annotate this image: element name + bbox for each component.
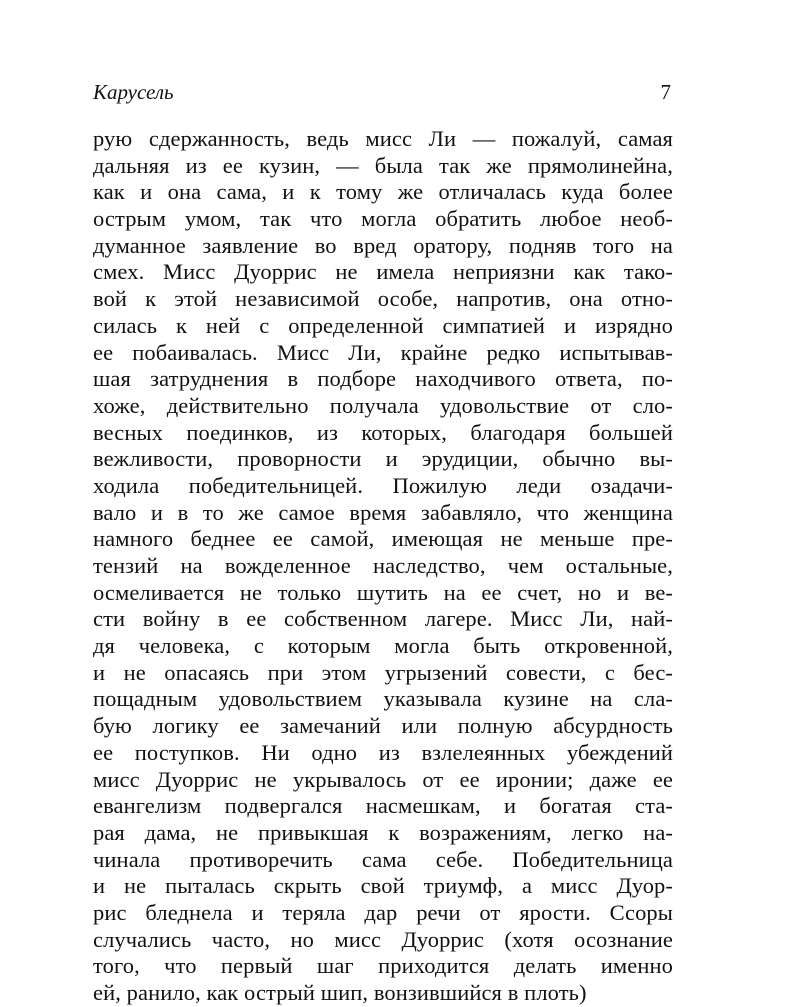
text-line: бую логику ее замечаний или полную абсурдность <box>93 713 673 739</box>
running-header <box>93 80 675 108</box>
text-line: ей, ранило, как острый шип, вонзившийся в плоть) <box>93 980 587 1005</box>
text-line: весных поединков, из которых, благодаря большей <box>93 419 673 445</box>
text-line: острым умом, так что могла обратить любое необ- <box>93 206 673 232</box>
text-line: ходила победительницей. Пожилую леди озадачи- <box>93 472 673 498</box>
text-line: вой к этой независимой особе, напротив, она отно- <box>93 286 673 312</box>
text-line: рую сдержанность, ведь мисс Ли — пожалуй, самая <box>93 126 673 151</box>
text-line: мисс Дуоррис не укрывалось от ее иронии; даже ее <box>93 766 673 792</box>
text-line: силась к ней с определенной симпатией и изрядно <box>93 312 673 338</box>
text-line: рая дама, не привыкшая к возражениям, легко на- <box>93 819 673 845</box>
text-line: осмеливается не только шутить на ее счет, но и ве- <box>93 579 673 605</box>
text-line: евангелизм подвергался насмешкам, и богатая ста- <box>93 793 673 819</box>
text-line: того, что первый шаг приходится делать именно <box>93 953 673 979</box>
text-line: дальняя из ее кузин, — была так же прямолинейна, <box>93 152 673 178</box>
text-line: хоже, действительно получала удовольствие от сло- <box>93 392 673 418</box>
text-line: смех. Мисс Дуоррис не имела неприязни как тако- <box>93 259 673 285</box>
text-line: пощадным удовольствием указывала кузине на сла- <box>93 686 673 712</box>
text-line: дя человека, с которым могла быть откровенной, <box>93 633 673 659</box>
text-line: шая затруднения в подборе находчивого ответа, по- <box>93 366 673 392</box>
body-text <box>93 126 673 1007</box>
text-line: чинала противоречить сама себе. Победительница <box>93 846 673 872</box>
text-line: тензий на вожделенное наследство, чем остальные, <box>93 553 673 578</box>
text-line: рис бледнела и теряла дар речи от ярости. Ссоры <box>93 899 673 925</box>
running-title: Карусель <box>93 80 174 104</box>
text-line: и не пыталась скрыть свой триумф, а мисс Дуор- <box>93 873 673 899</box>
text-line: сти войну в ее собственном лагере. Мисс Ли, най- <box>93 606 673 632</box>
text-line: думанное заявление во вред оратору, подняв того на <box>93 232 673 258</box>
text-line: случались часто, но мисс Дуоррис (хотя осознание <box>93 926 673 952</box>
page-number: 7 <box>660 80 671 104</box>
text-line: как и она сама, и к тому же отличалась куда более <box>93 179 673 205</box>
text-line: вало и в то же самое время забавляло, что женщина <box>93 499 673 525</box>
text-line: намного беднее ее самой, имеющая не меньше пре- <box>93 526 673 552</box>
text-line: вежливости, проворности и эрудиции, обычно вы- <box>93 446 673 472</box>
text-line: ее поступков. Ни одно из взлелеянных убеждений <box>93 739 673 765</box>
text-line: ее побаивалась. Мисс Ли, крайне редко испытывав- <box>93 339 673 365</box>
text-line: и не опасаясь при этом угрызений совести, с бес- <box>93 659 673 685</box>
